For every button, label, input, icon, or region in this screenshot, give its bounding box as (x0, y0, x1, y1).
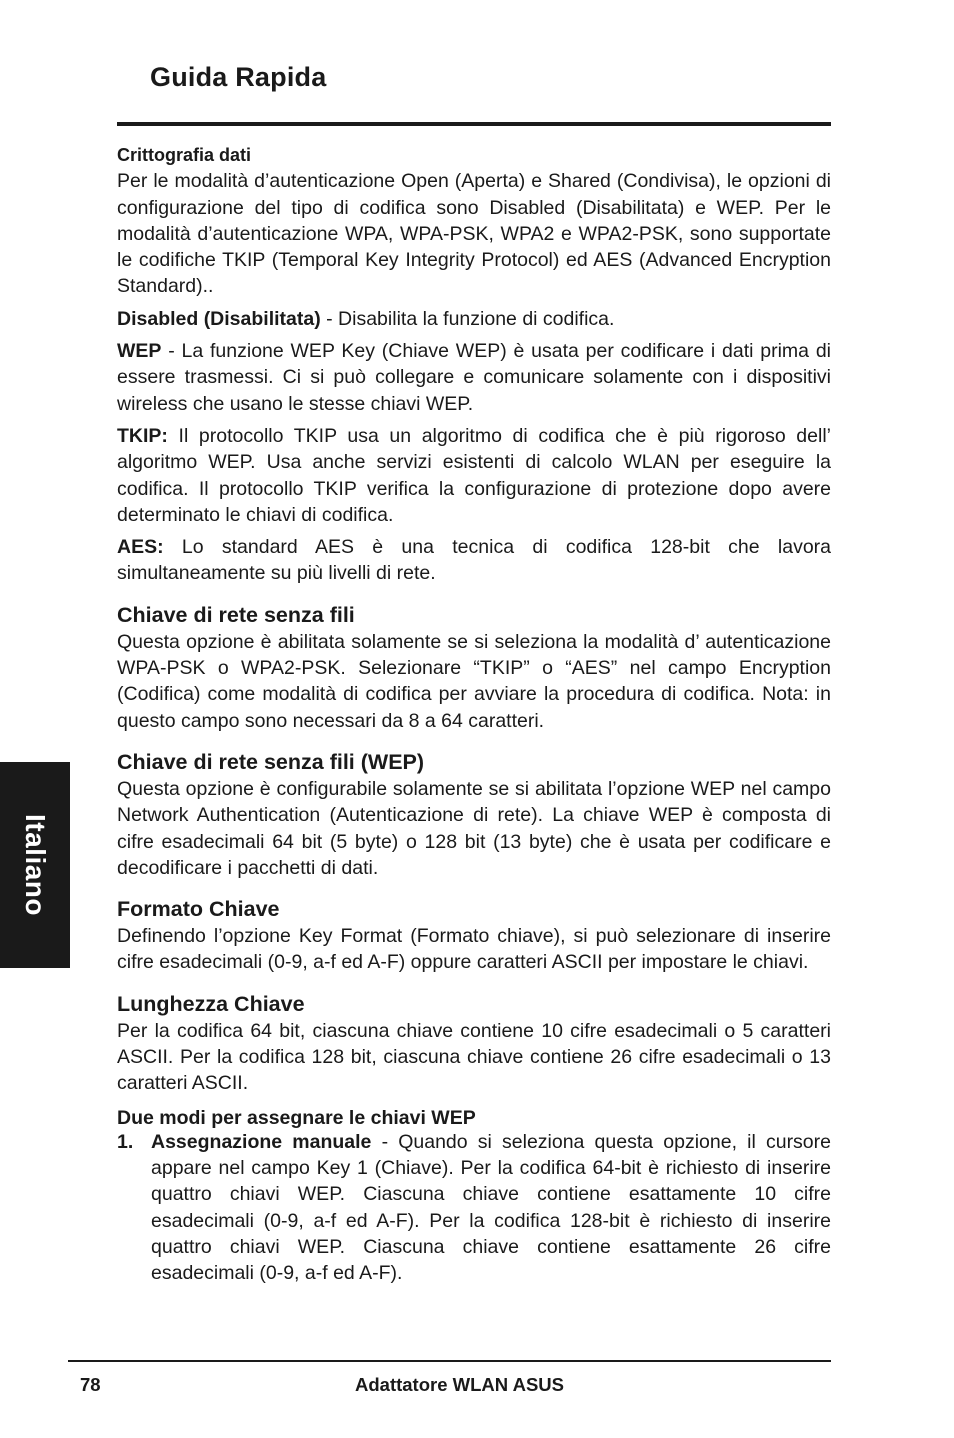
language-tab-label: Italiano (20, 813, 51, 917)
aes-paragraph (117, 534, 831, 587)
list-item-text: - Quando si seleziona questa opzione, il cursore appare nel campo Key 1 (Chiave). Per la codifica 64-bit è richiesto di inserire quattro chiavi WEP. Ciascuna chiave contiene esattamente 10 cifre esadecimali (0-9, a-f ed A-F). Per la codifica 128-bit è richiesto di inserire quattro chiavi WEP. Ciascuna chiave contiene esattamente 26 cifre esadecimali (0-9, a-f ed A-F). (151, 1130, 831, 1285)
wep-methods-heading: Due modi per assegnare le chiavi WEP (117, 1106, 476, 1129)
page-content (117, 142, 831, 1286)
section-body: Questa opzione è configurabile solamente se si abilitata l’opzione WEP nel campo Network Authentication (Autenticazione di rete). La chiave WEP è composta di cifre esadecimali 64 bit (5 byte) o 128 bit (13 byte) che è usata per codificare e decodificare i pacchetti di dati. (117, 777, 831, 879)
section-body: Questa opzione è abilitata solamente se si seleziona la modalità d’ autenticazione WPA-PSK o WPA2-PSK. Selezionare “TKIP” o “AES” nel campo Encryption (Codifica) come modalità di codifica per avviare la procedura di codifica. Nota: in questo campo sono necessari da 8 a 64 caratteri. (117, 630, 831, 732)
header-divider (117, 122, 831, 126)
list-item-term: Assegnazione manuale (151, 1130, 372, 1153)
aes-term: AES: (117, 536, 164, 559)
tkip-term: TKIP: (117, 424, 168, 447)
footer-title: Adattatore WLAN ASUS (355, 1374, 564, 1395)
wep-paragraph (117, 338, 831, 417)
wep-text: - La funzione WEP Key (Chiave WEP) è usata per codificare i dati prima di essere trasmessi. Ci si può collegare e comunicare solamente con i dispositivi wireless che usano le stesse chiavi WEP. (117, 340, 831, 415)
page-number: 78 (80, 1374, 101, 1395)
list-item-number: 1. (117, 1130, 134, 1153)
language-side-tab (0, 762, 70, 968)
disabled-term: Disabled (Disabilitata) (117, 307, 321, 330)
tkip-paragraph (117, 423, 831, 528)
disabled-text: - Disabilita la funzione di codifica. (320, 307, 615, 330)
section-title: Chiave di rete senza fili (117, 602, 355, 627)
section-title: Lunghezza Chiave (117, 991, 305, 1016)
disabled-paragraph (117, 306, 831, 332)
aes-text: Lo standard AES è una tecnica di codifica 128-bit che lavora simultaneamente su più livelli di rete. (117, 536, 831, 585)
tkip-text: Il protocollo TKIP usa un algoritmo di codifica che è più rigoroso dell’ algoritmo WEP. Usa anche servizi esistenti di calcolo WLAN per eseguire la codifica. Il protocollo TKIP verifica la configurazione di protezione dopo avere determinato le chiavi di codifica. (117, 424, 831, 526)
section-title: Formato Chiave (117, 897, 280, 922)
wep-term: WEP (117, 340, 162, 363)
list-item (117, 1129, 831, 1287)
section-body: Per la codifica 64 bit, ciascuna chiave contiene 10 cifre esadecimali o 5 caratteri ASCII. Per la codifica 128 bit, ciascuna chiave contiene 26 cifre esadecimali o 13 caratteri ASCII. (117, 1019, 831, 1095)
list-item-body (151, 1129, 831, 1287)
footer-divider (68, 1360, 831, 1362)
page-header-title: Guida Rapida (150, 62, 327, 92)
crittografia-heading: Crittografia dati (117, 145, 252, 165)
section-body: Definendo l’opzione Key Format (Formato chiave), si può selezionare di inserire cifre esadecimali (0-9, a-f ed A-F) oppure caratteri ASCII per impostare le chiavi. (117, 925, 831, 974)
crittografia-intro: Per le modalità d’autenticazione Open (Aperta) e Shared (Condivisa), le opzioni di configurazione del tipo di codifica sono Disabled (Disabilitata) e WEP. Per le modalità d’autenticazione WPA, WPA-PSK, WPA2 e WPA2-PSK, sono supportate le codifiche TKIP (Temporal Key Integrity Protocol) ed AES (Advanced Encryption Standard).. (117, 170, 831, 298)
section-title: Chiave di rete senza fili (WEP) (117, 749, 425, 774)
